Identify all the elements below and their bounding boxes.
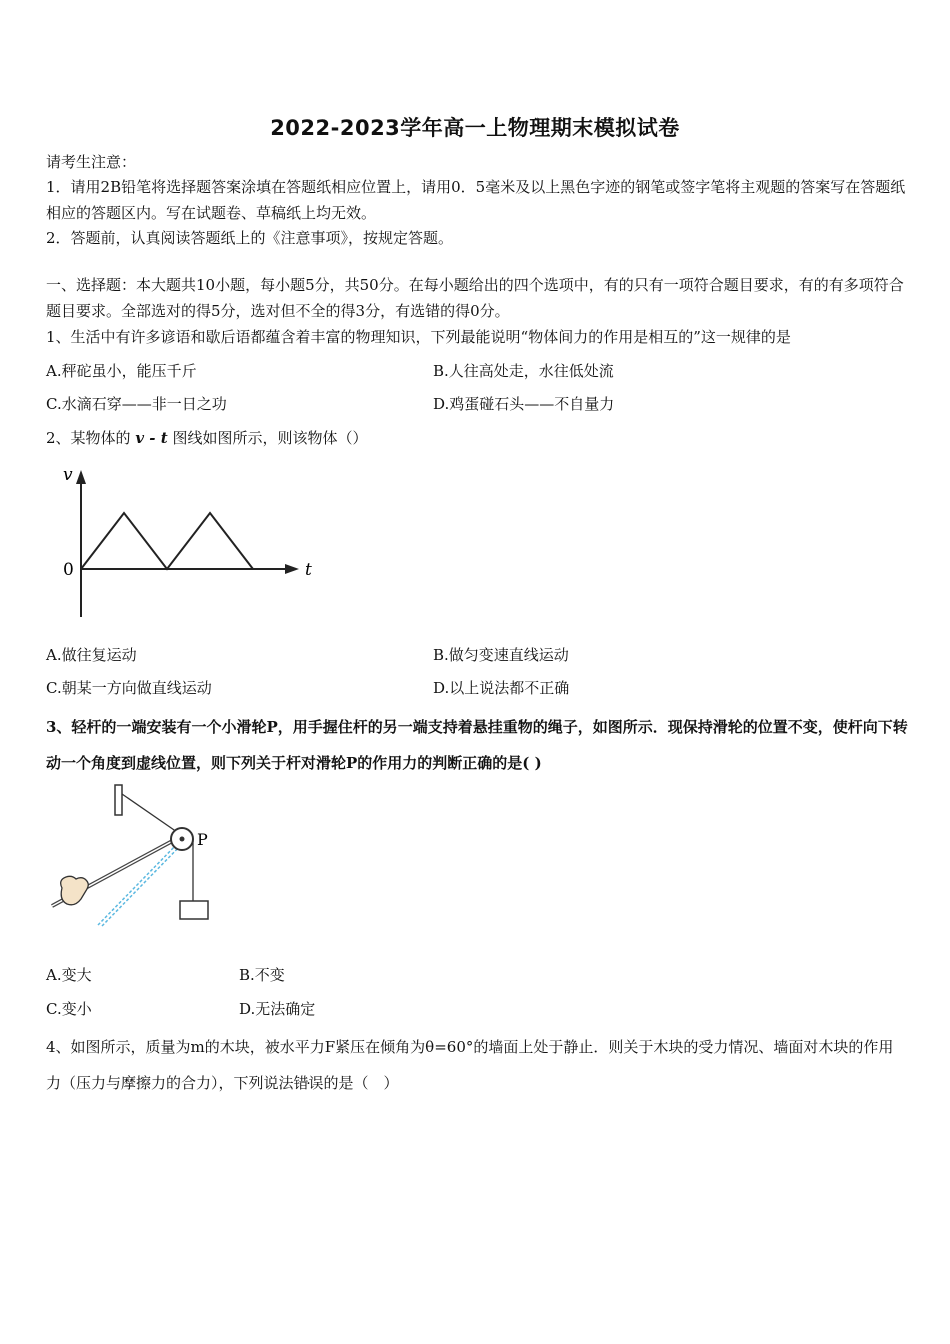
rod-dashed-1 [98, 842, 179, 925]
q4-stem-part1: 4、如图所示，质量为m的木块，被水平力F紧压在倾角为θ=60°的墙面上处于静止．则关于木块的受力情况、墙面对木块的作用力（压力与摩擦力的合力），下列说法 [46, 1038, 894, 1092]
q2-option-b: B.做匀变速直线运动 [433, 646, 569, 664]
q3-option-b: B.不变 [239, 966, 285, 984]
notice-item-1: 1．请用2B铅笔将选择题答案涂填在答题纸相应位置上，请用0．5毫米及以上黑色字迹的钢笔或签字笔将主观题的答案写在答题纸相应的答题区内。写在试题卷、草稿纸上均无效。 [46, 178, 906, 222]
q2-option-a: A.做往复运动 [46, 646, 137, 664]
vt-graph-v-label: v [63, 465, 73, 485]
q3-stem: 3、轻杆的一端安装有一个小滑轮P，用手握住杆的另一端支持着悬挂重物的绳子，如图所示．现保持滑轮的位置不变，使杆向下转动一个角度到虚线位置，则下列关于杆对滑轮P的作用力的判断正确的是( ) [46, 718, 908, 772]
vt-graph-origin-label: 0 [63, 560, 74, 580]
q4-stem [46, 1029, 908, 1101]
notice-item-2: 2．答题前，认真阅读答题纸上的《注意事项》，按规定答题。 [46, 229, 454, 247]
q4-stem-emphasis: 错误 · [294, 1074, 324, 1092]
hanging-weight [180, 901, 208, 919]
q1-option-b: B.人往高处走，水往低处流 [433, 362, 614, 380]
rope-wall-to-pulley [122, 794, 177, 832]
q3-option-d: D.无法确定 [239, 1000, 316, 1018]
q2-stem-prefix: 2、某物体的 [46, 429, 131, 447]
vt-graph-v-arrow [76, 470, 86, 484]
vt-graph [55, 462, 325, 622]
q4-stem-part2: 的是（ ） [323, 1074, 399, 1092]
q3-option-a: A.变大 [46, 966, 92, 984]
q1-option-a: A.秤砣虽小，能压千斤 [46, 362, 197, 380]
q2-stem-suffix: 图线如图所示，则该物体（） [172, 429, 368, 447]
pulley-label: P [197, 830, 208, 849]
q1-option-d: D.鸡蛋碰石头——不自量力 [433, 395, 615, 413]
q2-option-c: C.朝某一方向做直线运动 [46, 679, 212, 697]
vt-graph-t-arrow [285, 564, 299, 574]
hand-icon [61, 876, 89, 904]
section-intro: 一、选择题：本大题共10小题，每小题5分，共50分。在每小题给出的四个选项中，有的只有一项符合题目要求，有的有多项符合题目要求。全部选对的得5分，选对但不全的得3分，有选错的得0分。 [46, 276, 904, 320]
q3-option-c: C.变小 [46, 1000, 92, 1018]
notice-heading: 请考生注意： [46, 153, 137, 171]
pulley-axle [180, 837, 185, 842]
page-title: 2022-2023学年高一上物理期末模拟试卷 [270, 116, 680, 140]
pulley-diagram [40, 780, 240, 930]
q2-option-d: D.以上说法都不正确 [433, 679, 570, 697]
wall-mount [115, 785, 122, 815]
vt-graph-curve [81, 513, 253, 569]
q2-stem-variable: v - t [135, 429, 168, 447]
q1-option-c: C.水滴石穿——非一日之功 [46, 395, 227, 413]
q1-stem: 1、生活中有许多谚语和歇后语都蕴含着丰富的物理知识，下列最能说明“物体间力的作用是相互的”这一规律的是 [46, 328, 791, 346]
vt-graph-t-label: t [305, 560, 312, 580]
q2-stem [46, 428, 367, 448]
